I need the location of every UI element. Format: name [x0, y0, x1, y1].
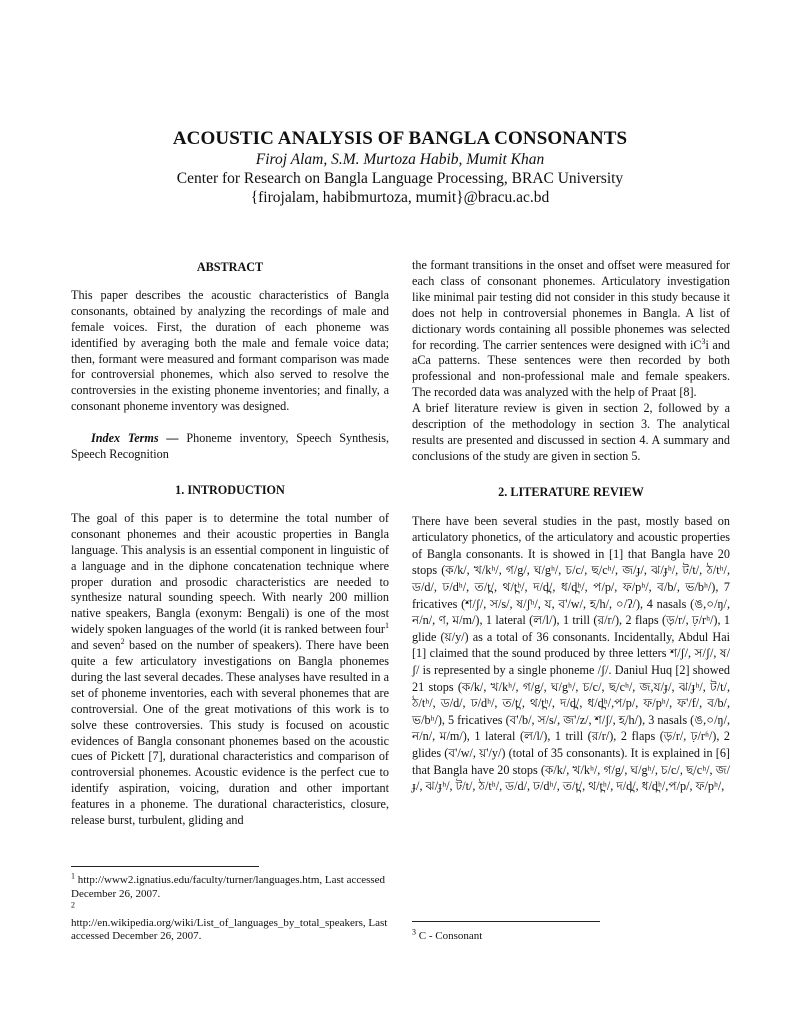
author-emails: {firojalam, habibmurtoza, mumit}@bracu.ac.bd — [250, 189, 550, 206]
index-terms-label: Index Terms — — [91, 431, 179, 446]
footnote-2: $^2$ http://en.wikipedia.org/wiki/List_of_languages_by_total_speakers, Last accessed December 26, 2007. — [71, 900, 388, 942]
footnote-ref-1: 1 — [385, 621, 389, 631]
introduction-heading: 1. INTRODUCTION — [175, 482, 285, 497]
affiliation: Center for Research on Bangla Language Processing, BRAC University — [176, 170, 624, 187]
paper-outline: A brief literature review is given in section 2, followed by a description of the methodology in section 3. The analytical results are presented and discussed in section 4. A summary and conclusions of the study are given in section 5. — [412, 401, 730, 463]
literature-review-text: There have been several studies in the past, mostly based on articulatory phonetics, of the articulatory and acoustic properties of Bangla consonants. It is showed in [1] that Bangla have 20 stops (ক/k/, খ/kʰ/, গ/g/, ঘ/gʰ/, চ/c/, ছ/cʰ/, জ/ɟ/, ঝ/ɟʰ/, ট/t/, ঠ/tʰ/, ড/d/, ঢ/dʰ/, ত/t̪/, থ/t̪ʰ/, দ/d̪/, ধ/d̪ʰ/, প/p/, ফ/pʰ/, ব/b/, ভ/bʰ/), 7 fricatives (শ/ʃ/, স/s/, ষ/ʃʰ/, য, ব'/w/, হ/h/, ০/ʔ/), 4 nasals (ঙ,০/ŋ/, ন/n/, ণ, ম/m/), 1 lateral (ল/l/), 1 trill (র/r/), 2 flaps (ড়/r/, ঢ়/rʰ/), 1 glide (য়/y/) as a total of 36 consonants. Incidentally, Abdul Hai [1] claimed that the sound produced by three letters শ/ʃ/, স/ʃ/, ষ/ʃ/ is represented by a single phoneme /ʃ/. Daniul Huq [2] showed 21 stops (ক/k/, খ/kʰ/, গ/g/, ঘ/gʰ/, চ/c/, ছ/cʰ/, জ,য/ɟ/, ঝ/ɟʰ/, ট/t/, ঠ/tʰ/, ড/d/, ঢ/dʰ/, ত/t̪/, থ/t̪ʰ/, দ/d̪/, ধ/d̪ʰ/,প/p/, ফ/pʰ/, ফ'/f/, ব/b/, ভ/bʰ/), 5 fricatives (ব'/b/, স/s/, জ'/z/, শ/ʃ/, হ/h/), 3 nasals (ঙ,০/ŋ/, ন/n/, ম/m/), 1 lateral (ল/l/), 1 trill (র/r/), 2 flaps (ড়/r/, ঢ়/rʱ/), 2 glides (ব'/w/, য়'/y/) (total of 35 consonants). It is explained in [6] that Bangla have 20 stops (ক/k/, খ/kʰ/, গ/g/, ঘ/gʰ/, চ/c/, ছ/cʰ/, জ/ɟ/, ঝ/ɟʰ/, ট/t/, ঠ/tʰ/, ড/d/, ঢ/dʰ/, ত/t̪/, থ/t̪ʰ/, দ/d̪/, ধ/d̪ʰ/,প/p/, ফ/pʰ/, — [412, 513, 730, 794]
introduction-text: The goal of this paper is to determine the total number of consonant phonemes and their acoustic properties in Bangla language. This analysis is an essential component in linguistic of a language and in the diphone concatenation technique where proper duration and prosodic characteristics are needed to synthesize natural sounding speech. With nearly 200 million native speakers, Bangla (exonym: Bengali) is one of the most widely spoken languages of the world (it is ranked between four$^1$ and seven$^2$ based on the number of speakers). There have been quite a few articulatory investigations on Bangla phonemes during the last several decades. These analyses have resulted in a set of phoneme inventories, each with several phonemes that are controversial. One of the great motivations of this work is to solve these controversies. This study is focused on acoustic evidences of Bangla consonant phonemes based on the acoustic cues of Pickett [7], durational characteristics and comparison of controversial phonemes. Acoustic evidence is the perfect cue to identify aspiration, voicing, duration and other important features in a phoneme. The durational characteristics, closure, release burst, turbulent, gliding and — [71, 510, 389, 828]
paper-title: ACOUSTIC ANALYSIS OF BANGLA CONSONANTS — [172, 128, 628, 149]
footnotes-left — [71, 871, 389, 946]
footnote-ref-3: 3 — [701, 336, 706, 346]
paper-header — [0, 128, 800, 207]
author-list: Firoj Alam, S.M. Murtoza Habib, Mumit Khan — [255, 151, 545, 168]
footnote-ref-2: 2 — [120, 637, 125, 647]
abstract-heading: ABSTRACT — [196, 260, 264, 274]
footnotes-right — [412, 927, 730, 946]
footnote-rule-left — [71, 866, 259, 867]
footnote-3: $^3$ C - Consonant — [412, 927, 483, 942]
index-terms — [71, 431, 389, 463]
methodology-overview: the formant transitions in the onset and offset were measured for each class of consonant phonemes. Articulatory investigation like minimal pair testing did not consider in this study because it does not help in controversial phonemes in Bangla. A list of dictionary words containing all possible phonemes was selected for recording. The carrier sentences were designed with $iC^3i$ and aCa patterns. These sentences were then recorded by both professional and non-professional male and female speakers. The recorded data was analyzed with the help of Praat [8]. — [412, 258, 731, 400]
right-column — [412, 258, 730, 795]
left-column — [71, 256, 389, 829]
literature-review-heading: 2. LITERATURE REVIEW — [498, 484, 644, 499]
index-terms-text: Phoneme inventory, Speech Synthesis, Speech Recognition — [71, 431, 389, 462]
abstract-text: This paper describes the acoustic characteristics of Bangla consonants, obtained by analyzing the recordings of male and female voices. First, the duration of each phoneme was identified by averaging both the male and female voice data; then, formant were measured and formant comparison was made for controversial phonemes, which also served to resolve the controversies in the existing phoneme inventories; and finally, a consonant phoneme inventory was designed. — [71, 287, 389, 414]
footnote-1: $^1$ http://www2.ignatius.edu/faculty/turner/languages.htm, Last accessed December 26, 2007. — [71, 871, 386, 900]
footnote-rule-right — [412, 921, 600, 922]
